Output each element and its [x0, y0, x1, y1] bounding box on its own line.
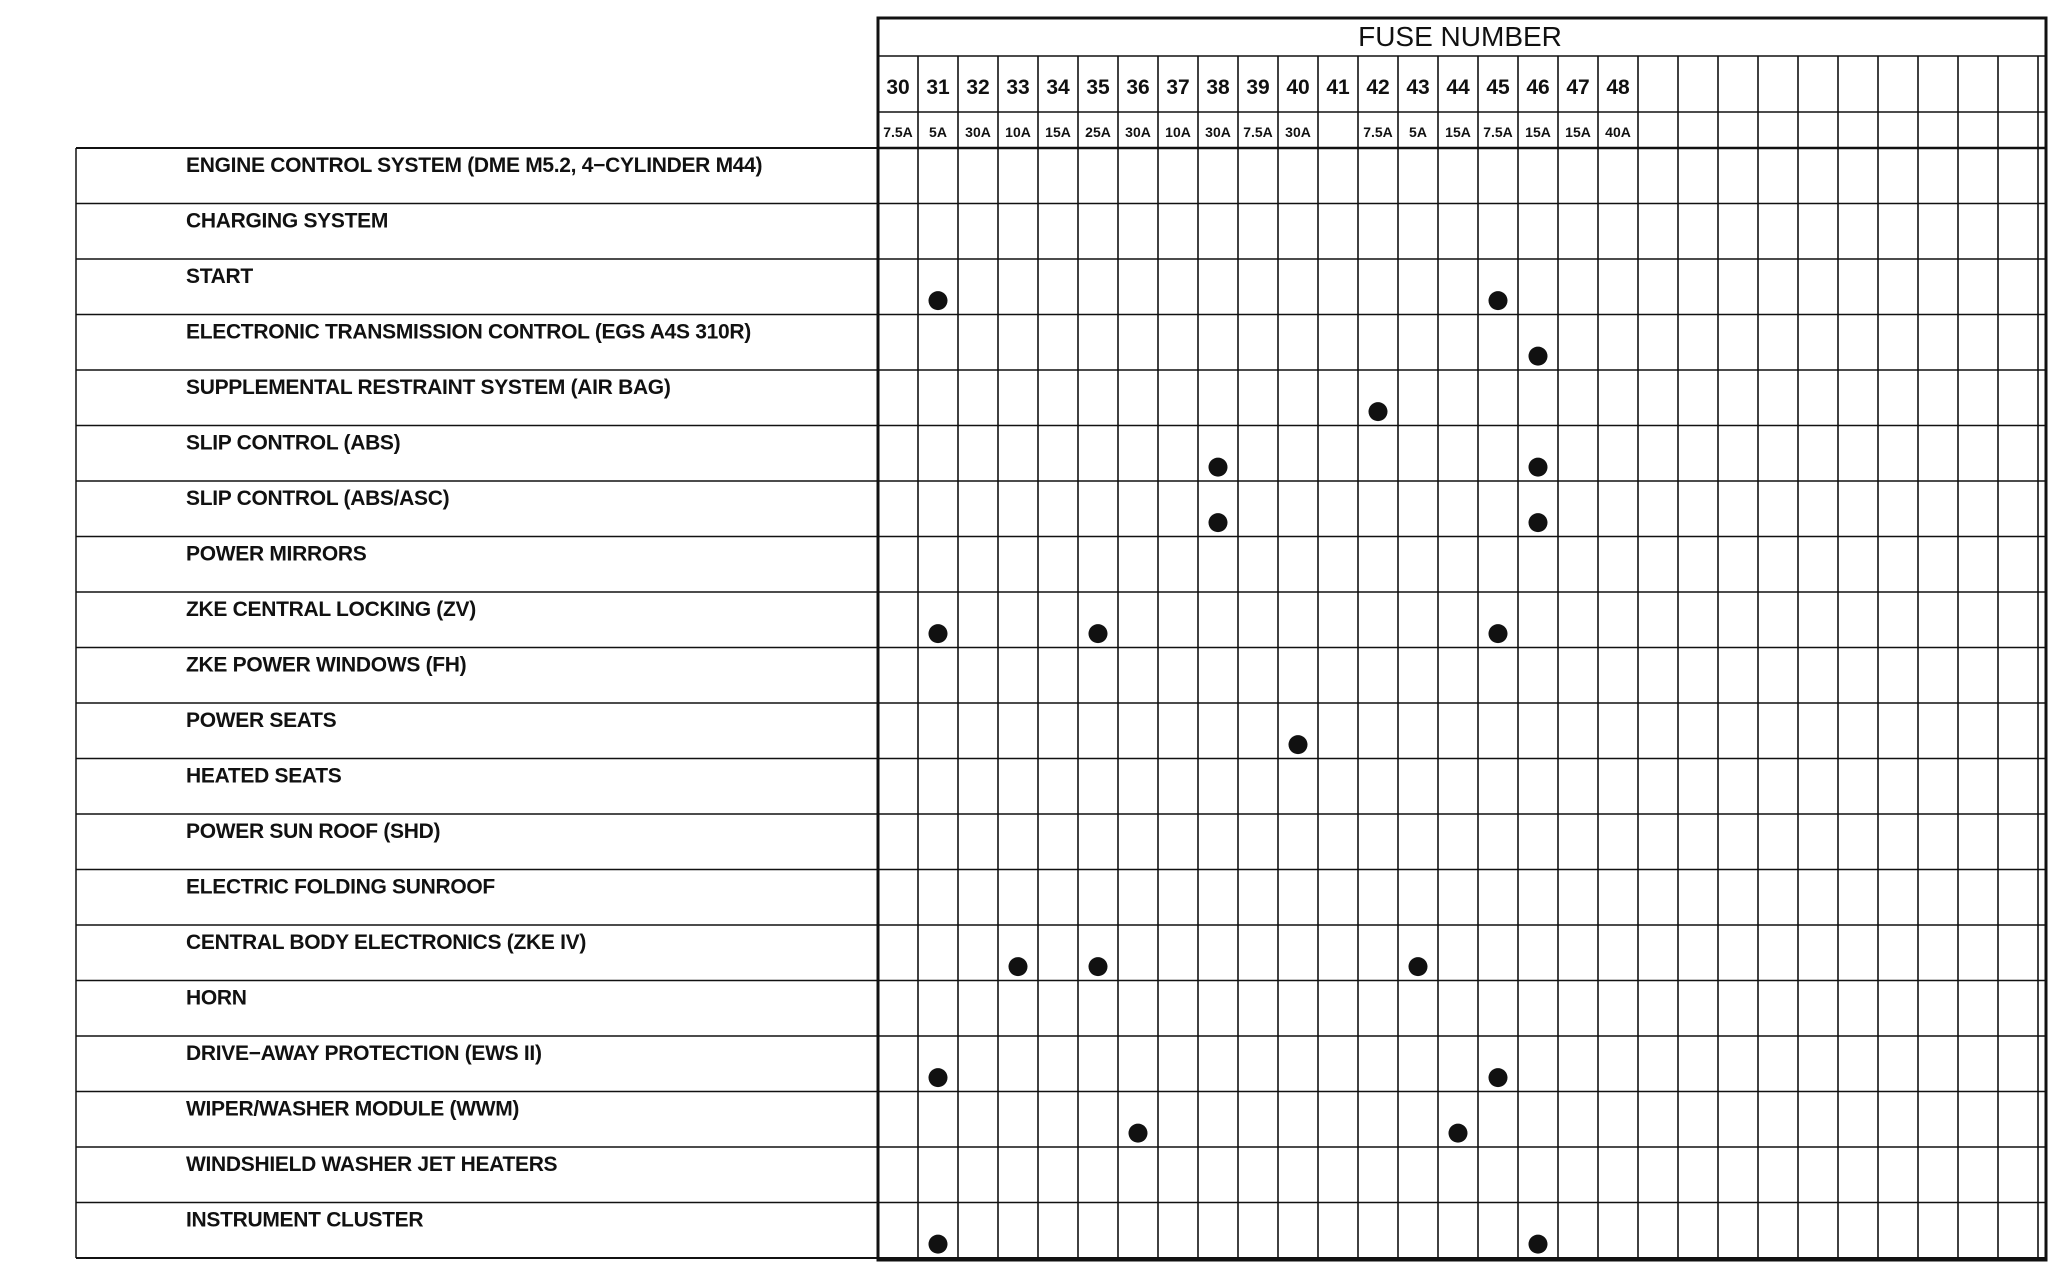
system-label: CENTRAL BODY ELECTRONICS (ZKE IV) [186, 931, 587, 954]
system-label: POWER SUN ROOF (SHD) [186, 820, 441, 843]
fuse-dot-46 [1529, 347, 1548, 366]
fuse-dot-38 [1209, 513, 1228, 532]
grid-lines [76, 18, 2046, 1260]
fuse-dot-46 [1529, 513, 1548, 532]
system-labels [186, 154, 762, 1232]
system-label: ELECTRIC FOLDING SUNROOF [186, 875, 495, 899]
fuse-dot-31 [929, 291, 948, 310]
system-label: SLIP CONTROL (ABS) [186, 431, 401, 455]
system-label: SLIP CONTROL (ABS/ASC) [186, 487, 450, 510]
fuse-dot-31 [929, 1068, 948, 1087]
fuse-number-44: 44 [1446, 76, 1470, 99]
fuse-number-43: 43 [1406, 76, 1430, 99]
fuse-dot-33 [1009, 957, 1028, 976]
fuse-number-35: 35 [1086, 76, 1110, 99]
system-label: POWER SEATS [186, 709, 337, 732]
fuse-dot-46 [1529, 1235, 1548, 1254]
fuse-dot-40 [1289, 735, 1308, 754]
system-label: WINDSHIELD WASHER JET HEATERS [186, 1153, 558, 1176]
fuse-number-40: 40 [1286, 76, 1310, 99]
fuse-dot-45 [1489, 624, 1508, 643]
fuse-number-30: 30 [886, 76, 910, 99]
fuse-dot-42 [1369, 402, 1388, 421]
fuse-dot-45 [1489, 1068, 1508, 1087]
fuse-number-47: 47 [1566, 76, 1590, 99]
fuse-rating-40: 30A [1285, 124, 1311, 140]
fuse-dot-45 [1489, 291, 1508, 310]
fuse-dot-31 [929, 624, 948, 643]
fuse-number-38: 38 [1206, 76, 1230, 99]
fuse-rating-39: 7.5A [1243, 124, 1273, 140]
fuse-rating-48: 40A [1605, 124, 1631, 140]
fuse-number-48: 48 [1606, 76, 1630, 99]
fuse-rating-32: 30A [965, 124, 991, 140]
fuse-dot-46 [1529, 458, 1548, 477]
system-label: ZKE POWER WINDOWS (FH) [186, 653, 467, 677]
fuse-rating-37: 10A [1165, 124, 1191, 140]
fuse-number-45: 45 [1486, 76, 1510, 99]
system-label: SUPPLEMENTAL RESTRAINT SYSTEM (AIR BAG) [186, 376, 671, 399]
fuse-rating-31: 5A [929, 124, 947, 140]
system-label: ZKE CENTRAL LOCKING (ZV) [186, 598, 476, 621]
fuse-number-32: 32 [966, 76, 990, 99]
fuse-dot-38 [1209, 458, 1228, 477]
chart-title: FUSE NUMBER [1358, 21, 1562, 52]
fuse-number-34: 34 [1046, 76, 1070, 99]
fuse-rating-47: 15A [1565, 124, 1591, 140]
system-label: POWER MIRRORS [186, 542, 367, 566]
system-label: HEATED SEATS [186, 764, 342, 788]
fuse-number-37: 37 [1166, 76, 1190, 99]
system-label: DRIVE−AWAY PROTECTION (EWS II) [186, 1042, 542, 1065]
fuse-rating-44: 15A [1445, 124, 1471, 140]
fuse-rating-45: 7.5A [1483, 124, 1513, 140]
fuse-dot-43 [1409, 957, 1428, 976]
fuse-number-36: 36 [1126, 76, 1150, 99]
fuse-number-33: 33 [1006, 76, 1030, 99]
system-label: WIPER/WASHER MODULE (WWM) [186, 1097, 520, 1121]
fuse-rating-38: 30A [1205, 124, 1231, 140]
fuse-rating-34: 15A [1045, 124, 1071, 140]
fuse-number-39: 39 [1246, 76, 1270, 99]
grid-frame [878, 18, 2046, 1260]
system-label: INSTRUMENT CLUSTER [186, 1208, 424, 1232]
fuse-rating-42: 7.5A [1363, 124, 1393, 140]
fuse-number-42: 42 [1366, 76, 1390, 99]
system-label: START [186, 265, 253, 288]
fuse-dot-35 [1089, 624, 1108, 643]
fuse-number-41: 41 [1326, 76, 1350, 99]
system-label: CHARGING SYSTEM [186, 209, 389, 233]
fuse-rating-46: 15A [1525, 124, 1551, 140]
system-label: HORN [186, 986, 247, 1010]
fuse-rating-35: 25A [1085, 124, 1111, 140]
fuse-rating-43: 5A [1409, 124, 1427, 140]
fuse-dot-36 [1129, 1124, 1148, 1143]
fuse-rating-30: 7.5A [883, 124, 913, 140]
fuse-number-31: 31 [926, 76, 950, 99]
fuse-dot-31 [929, 1235, 948, 1254]
system-label: ELECTRONIC TRANSMISSION CONTROL (EGS A4S 310R) [186, 320, 751, 344]
fuse-dot-44 [1449, 1124, 1468, 1143]
fuse-rating-33: 10A [1005, 124, 1031, 140]
fuse-number-46: 46 [1526, 76, 1550, 99]
fuse-rating-36: 30A [1125, 124, 1151, 140]
fuse-dot-35 [1089, 957, 1108, 976]
system-label: ENGINE CONTROL SYSTEM (DME M5.2, 4−CYLINDER M44) [186, 154, 763, 177]
